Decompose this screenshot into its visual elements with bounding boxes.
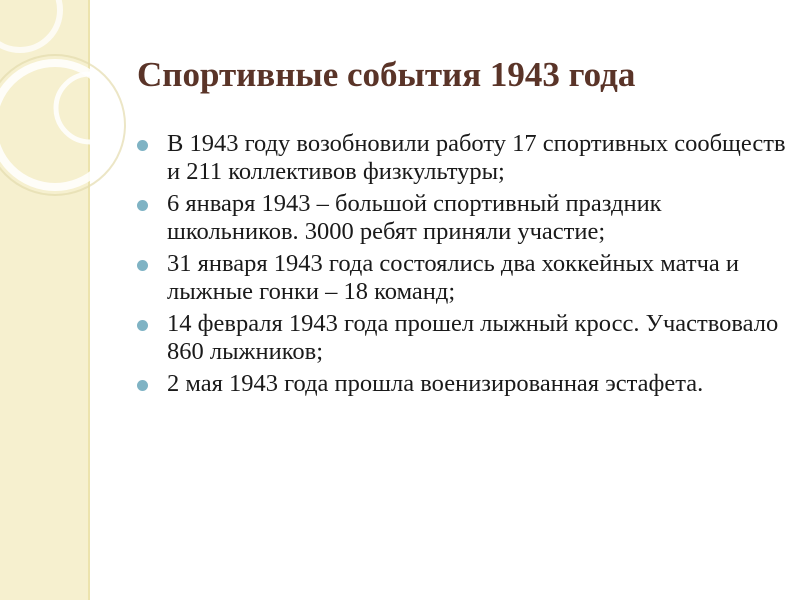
bullet-text: 6 января 1943 – большой спортивный праздник школьников. 3000 ребят приняли участие; [167, 190, 662, 245]
bullet-dot-icon [137, 380, 148, 391]
slide-title: Спортивные события 1943 года [137, 55, 636, 94]
bullet-dot-icon [137, 320, 148, 331]
bullet-item-3 [137, 250, 787, 306]
decorative-ring-top [0, 0, 60, 50]
bullet-item-1 [137, 130, 787, 186]
bullet-dot-icon [137, 260, 148, 271]
bullet-text: 2 мая 1943 года прошла военизированная эстафета. [167, 370, 704, 397]
bullet-list [137, 130, 787, 402]
bullet-text: 31 января 1943 года состоялись два хоккейных матча и лыжные гонки – 18 команд; [167, 250, 740, 305]
bullet-text: В 1943 году возобновили работу 17 спортивных сообществ и 211 коллективов физкультуры; [167, 130, 786, 185]
bullet-item-4 [137, 310, 787, 366]
bullet-item-2 [137, 190, 787, 246]
bullet-dot-icon [137, 200, 148, 211]
bullet-dot-icon [137, 140, 148, 151]
bullet-text: 14 февраля 1943 года прошел лыжный кросс. Участвовало 860 лыжников; [167, 310, 779, 365]
bullet-item-5 [137, 370, 787, 398]
decorative-rings [0, 0, 140, 200]
